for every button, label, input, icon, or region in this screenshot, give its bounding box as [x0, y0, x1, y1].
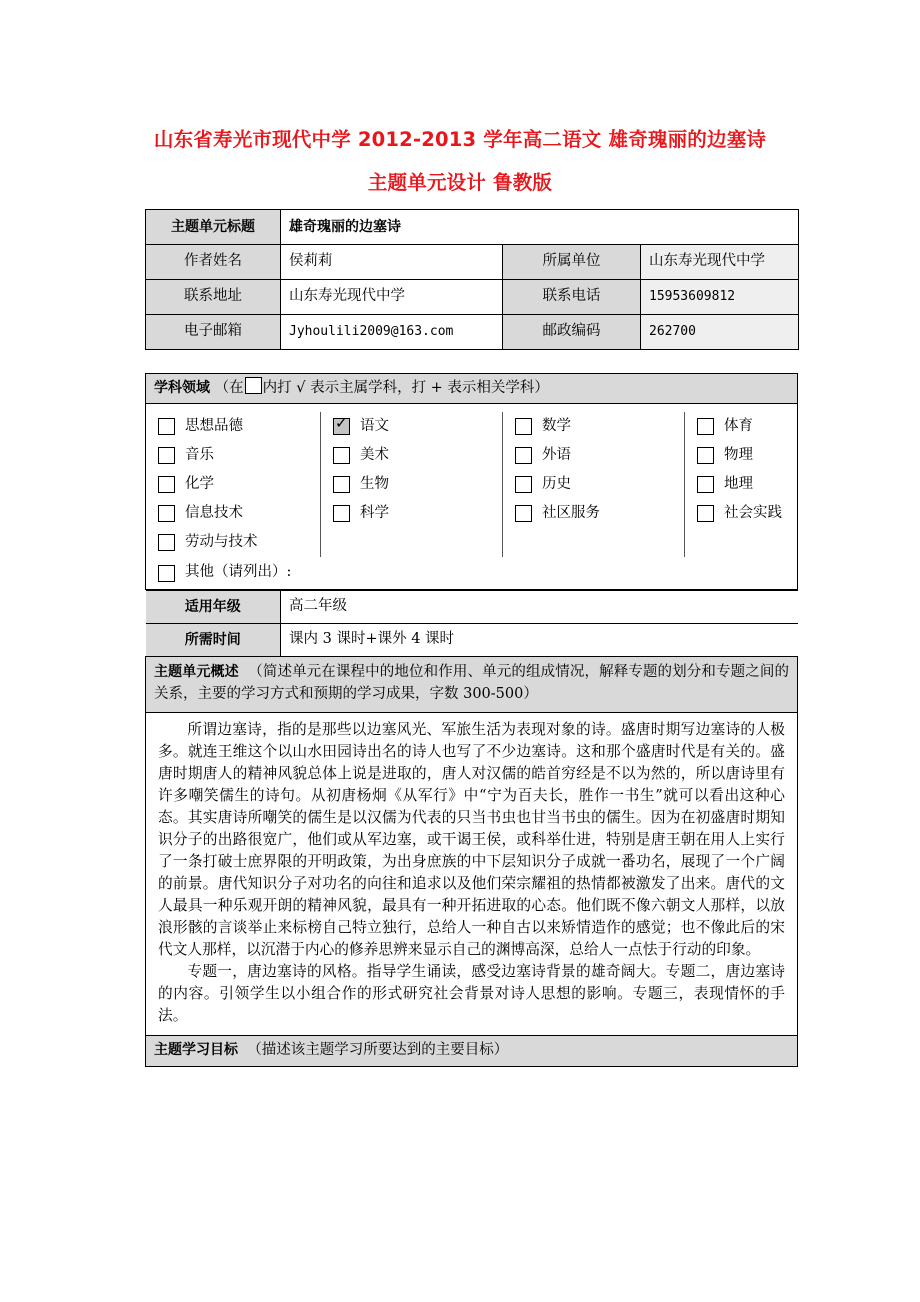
checkbox-label-music: 音乐: [185, 446, 214, 463]
table-row: [146, 590, 798, 657]
checkbox-row-geography[interactable]: [697, 470, 797, 499]
checkbox-row-fine-arts[interactable]: [333, 441, 502, 470]
address-value: 山东寿光现代中学: [281, 280, 503, 315]
checkbox-row-chinese[interactable]: [333, 412, 502, 441]
table-row: [146, 624, 798, 657]
table-row: [146, 1036, 798, 1067]
checkbox-icon-foreign-language[interactable]: [515, 447, 532, 464]
checkbox-icon-labor-tech[interactable]: [158, 534, 175, 551]
checkbox-label-fine-arts: 美术: [360, 446, 389, 463]
address-label: 联系地址: [146, 280, 281, 315]
checkbox-icon-history[interactable]: [515, 476, 532, 493]
checkbox-icon-social-practice[interactable]: [697, 505, 714, 522]
checkbox-row-community-service[interactable]: [515, 499, 684, 528]
unit-title-label: 主题单元标题: [146, 210, 281, 245]
checkbox-icon-music[interactable]: [158, 447, 175, 464]
checkbox-row-foreign-language[interactable]: [515, 441, 684, 470]
time-required-value: 课内 3 课时+课外 4 课时: [281, 624, 798, 657]
table-row: [146, 404, 798, 590]
checkbox-label-it: 信息技术: [185, 504, 243, 521]
checkbox-label-biology: 生物: [360, 475, 389, 492]
checkbox-row-moral[interactable]: [158, 412, 320, 441]
checkbox-row-chemistry[interactable]: [158, 470, 320, 499]
subject-area-title: 学科领域: [154, 380, 210, 397]
table-row: [146, 280, 799, 315]
checkbox-label-history: 历史: [542, 475, 571, 492]
checkbox-label-science: 科学: [360, 504, 389, 521]
page-title-line1: 山东省寿光市现代中学 2012-2013 学年高二语文 雄奇瑰丽的边塞诗: [153, 128, 767, 151]
phone-value: 15953609812: [641, 280, 799, 315]
grade-label: 适用年级: [146, 591, 281, 624]
checkbox-row-physics[interactable]: [697, 441, 797, 470]
checkbox-row-history[interactable]: [515, 470, 684, 499]
subject-area-header: [146, 374, 798, 404]
postcode-value: 262700: [641, 315, 799, 350]
unit-title-value: 雄奇瑰丽的边塞诗: [281, 210, 799, 245]
checkbox-row-science[interactable]: [333, 499, 502, 528]
grade-value: 高二年级: [281, 591, 798, 624]
overview-header: [146, 657, 798, 713]
checkbox-icon-other[interactable]: [158, 565, 175, 582]
table-row: [146, 210, 799, 245]
subject-column-4: [684, 412, 797, 557]
table-row: [146, 657, 798, 713]
postcode-label: 邮政编码: [503, 315, 641, 350]
checkbox-label-labor-tech: 劳动与技术: [185, 533, 258, 550]
checkbox-icon-moral[interactable]: [158, 418, 175, 435]
checkbox-label-physics: 物理: [724, 446, 753, 463]
subject-checkbox-grid-cell: [146, 404, 798, 590]
checkbox-icon-pe[interactable]: [697, 418, 714, 435]
author-name-label: 作者姓名: [146, 245, 281, 280]
subject-column-1: [146, 412, 320, 557]
checkbox-label-geography: 地理: [724, 475, 753, 492]
goals-note: （描述该主题学习所要达到的主要目标）: [247, 1042, 509, 1059]
checkbox-label-pe: 体育: [724, 417, 753, 434]
author-name-value: 侯莉莉: [281, 245, 503, 280]
checkbox-row-math[interactable]: [515, 412, 684, 441]
phone-label: 联系电话: [503, 280, 641, 315]
checkbox-icon: [245, 377, 262, 394]
checkbox-icon-chinese-checked[interactable]: [333, 418, 350, 435]
spacer-cell-col3: [515, 528, 684, 557]
checkbox-icon-biology[interactable]: [333, 476, 350, 493]
checkbox-label-chinese: 语文: [360, 417, 389, 434]
subject-column-2: [320, 412, 502, 557]
checkbox-row-it[interactable]: [158, 499, 320, 528]
checkbox-row-music[interactable]: [158, 441, 320, 470]
checkbox-label-community-service: 社区服务: [542, 504, 600, 521]
organization-value: 山东寿光现代中学: [641, 245, 799, 280]
checkbox-icon-math[interactable]: [515, 418, 532, 435]
checkbox-row-social-practice[interactable]: [697, 499, 797, 528]
table-row: [146, 374, 798, 404]
overview-paragraph-1: 所谓边塞诗，指的是那些以边塞风光、军旅生活为表现对象的诗。盛唐时期写边塞诗的人极多。就连王维这个以山水田园诗出名的诗人也写了不少边塞诗。这和那个盛唐时代是有关的。盛唐时期唐人的精神风貌总体上说是进取的，唐人对汉儒的皓首穷经是不以为然的，所以唐诗里有许多嘲笑儒生的诗句。从初唐杨炯《从军行》中“宁为百夫长，胜作一书生”就可以看出这种心态。其实唐诗所嘲笑的儒生是以汉儒为代表的只当书虫也甘当书虫的儒生。因为在初盛唐时期知识分子的出路很宽广，他们或从军边塞，或干谒王侯，或科举仕进，特别是唐王朝在用人上实行了一条打破士庶界限的开明政策，为出身庶族的中下层知识分子成就一番功名，展现了一个广阔的前景。唐代知识分子对功名的向往和追求以及他们荣宗耀祖的热情都被激发了出来。唐代的文人最具一种乐观开朗的精神风貌，最具有一种开拓进取的心态。他们既不像六朝文人那样，以放浪形骸的言谈举止来标榜自己特立独行，总给人一种自古以来矫情造作的感觉；也不像此后的宋代文人那样，以沉潜于内心的修养思辨来显示自己的渊博高深，总给人一点怯于行动的印象。: [158, 720, 785, 958]
overview-body: [146, 712, 798, 1036]
overview-paragraph-2: 专题一，唐边塞诗的风格。指导学生诵读，感受边塞诗背景的雄奇阔大。专题二，唐边塞诗的内容。引领学生以小组合作的形式研究社会背景对诗人思想的影响。专题三，表现情怀的手法。: [158, 963, 785, 1025]
spacer-cell-col4: [697, 528, 797, 557]
checkbox-label-math: 数学: [542, 417, 571, 434]
overview-note: （简述单元在课程中的地位和作用、单元的组成情况，解释专题的划分和专题之间的关系，主要的学习方式和预期的学习成果，字数 300-500）: [154, 664, 790, 702]
checkbox-label-other: 其他（请列出）:: [185, 564, 292, 581]
checkbox-label-chemistry: 化学: [185, 475, 214, 492]
email-label: 电子邮箱: [146, 315, 281, 350]
subject-and-overview-table: [145, 373, 798, 1067]
subject-area-note-suffix: 内打 √ 表示主属学科，打 + 表示相关学科）: [262, 380, 549, 397]
subject-checkbox-grid: [146, 404, 797, 557]
checkbox-row-labor-tech[interactable]: [158, 528, 320, 557]
checkbox-icon-community-service[interactable]: [515, 505, 532, 522]
time-required-label: 所需时间: [146, 624, 281, 657]
unit-info-table: [145, 209, 799, 350]
page-title-line2: 主题单元设计 鲁教版: [367, 171, 553, 194]
goals-header: [146, 1036, 798, 1067]
checkbox-icon-physics[interactable]: [697, 447, 714, 464]
checkbox-label-social-practice: 社会实践: [724, 504, 782, 521]
overview-title: 主题单元概述: [154, 664, 239, 680]
checkbox-label-foreign-language: 外语: [542, 446, 571, 463]
subject-column-3: [502, 412, 684, 557]
table-row: [146, 591, 798, 624]
checkbox-icon-geography[interactable]: [697, 476, 714, 493]
email-value: Jyhoulili2009@163.com: [281, 315, 503, 350]
table-row: [146, 315, 799, 350]
checkbox-label-moral: 思想品德: [185, 417, 243, 434]
table-row: [146, 712, 798, 1036]
checkbox-row-pe[interactable]: [697, 412, 797, 441]
organization-label: 所属单位: [503, 245, 641, 280]
page-title: [108, 118, 812, 204]
spacer-cell-col2: [333, 528, 502, 557]
checkbox-row-biology[interactable]: [333, 470, 502, 499]
checkbox-icon-fine-arts[interactable]: [333, 447, 350, 464]
goals-title: 主题学习目标: [154, 1042, 238, 1059]
checkbox-icon-it[interactable]: [158, 505, 175, 522]
checkbox-icon-science[interactable]: [333, 505, 350, 522]
table-row: [146, 245, 799, 280]
checkbox-row-other[interactable]: [146, 557, 797, 589]
checkbox-icon-chemistry[interactable]: [158, 476, 175, 493]
grade-time-table: [146, 590, 798, 656]
subject-area-note-prefix: （在: [214, 380, 244, 397]
